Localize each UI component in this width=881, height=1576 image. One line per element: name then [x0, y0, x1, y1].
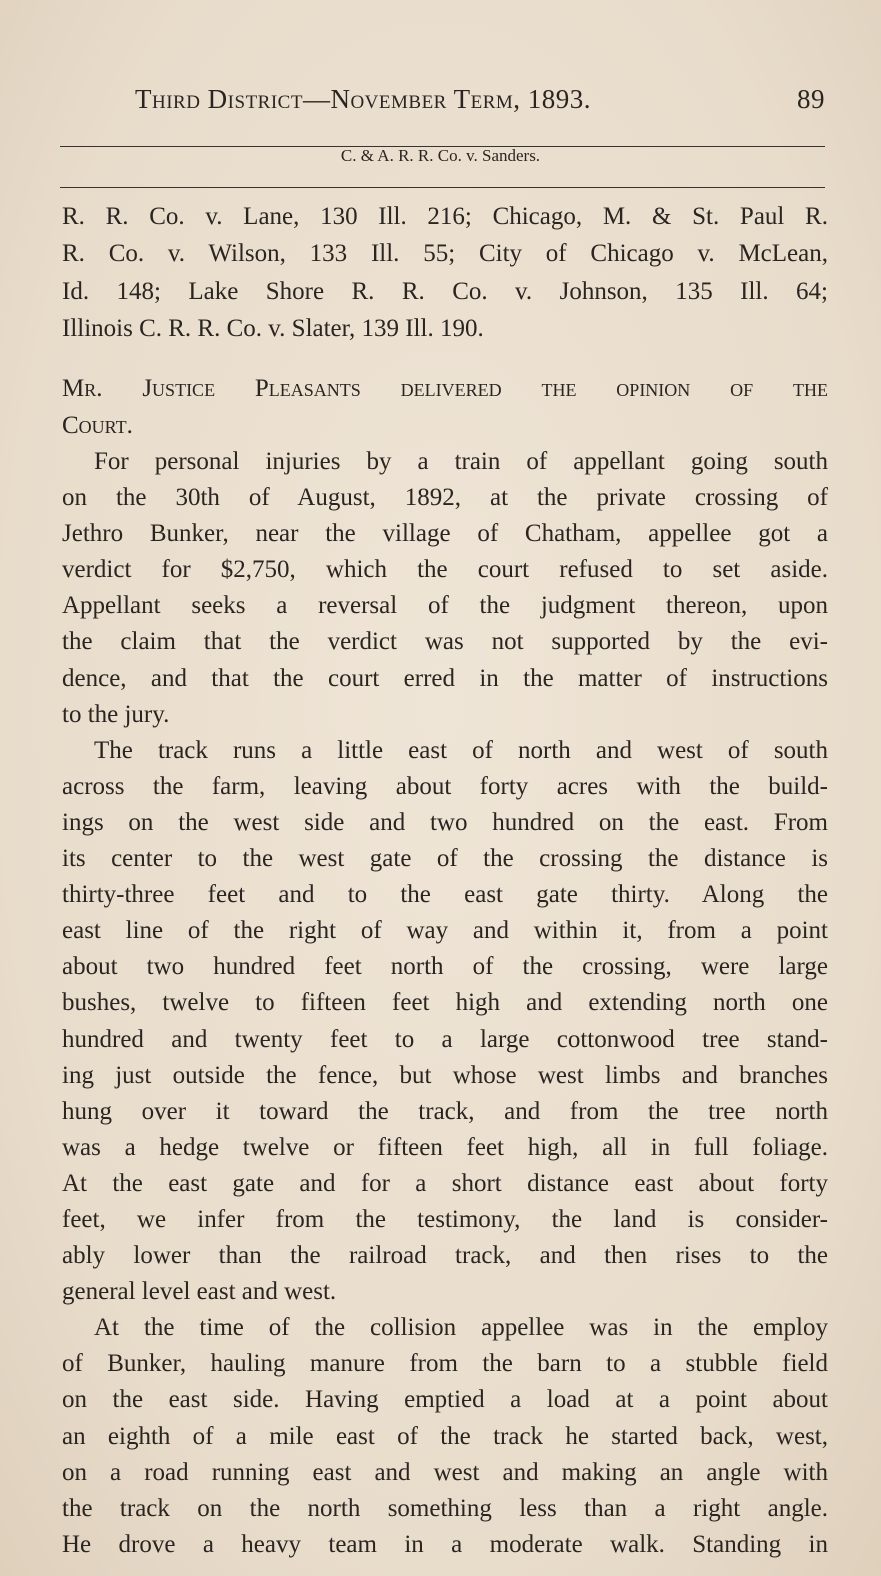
- running-head: C. & A. R. R. Co. v. Sanders.: [340, 146, 541, 165]
- body-line: about two hundred feet north of the crossing, were large: [62, 953, 828, 981]
- body-line: on the 30th of August, 1892, at the private crossing of: [62, 484, 828, 512]
- body-line: verdict for $2,750, which the court refused to set aside.: [62, 556, 828, 584]
- body-line: hundred and twenty feet to a large cottonwood tree stand-: [62, 1025, 828, 1053]
- body-line: At the time of the collision appellee was in the employ: [94, 1314, 828, 1342]
- body-line: the claim that the verdict was not supported by the evi-: [62, 628, 828, 656]
- body-line: to the jury.: [62, 700, 170, 728]
- body-line: thirty-three feet and to the east gate thirty. Along the: [62, 881, 828, 909]
- body-line: hung over it toward the track, and from the tree north: [62, 1097, 828, 1125]
- page-header: [135, 84, 825, 115]
- body-line: ably lower than the railroad track, and then rises to the: [62, 1242, 828, 1270]
- body-line: general level east and west.: [62, 1278, 337, 1306]
- body-line: the track on the north something less than a right angle.: [62, 1494, 828, 1522]
- citation-line: Illinois C. R. R. Co. v. Slater, 139 Ill. 190.: [62, 315, 484, 343]
- body-line: feet, we infer from the testimony, the land is consider-: [62, 1205, 828, 1233]
- opinion-body: [62, 444, 828, 1563]
- running-head-rule: [60, 187, 825, 188]
- body-line: ing just outside the fence, but whose west limbs and branches: [62, 1061, 828, 1089]
- page-number: 89: [797, 84, 825, 114]
- body-line: For personal injuries by a train of appellant going south: [94, 448, 828, 475]
- body-line: on the east side. Having emptied a load at a point about: [62, 1386, 828, 1414]
- opinion-heading: [62, 370, 828, 445]
- body-line: Jethro Bunker, near the village of Chatham, appellee got a: [62, 520, 828, 548]
- body-line: was a hedge twelve or fifteen feet high, all in full foliage.: [62, 1133, 828, 1161]
- body-line: bushes, twelve to fifteen feet high and extending north one: [62, 989, 828, 1017]
- body-line: ings on the west side and two hundred on the east. From: [62, 808, 828, 836]
- body-line: dence, and that the court erred in the matter of instructions: [62, 664, 828, 692]
- header-title: Third District—November Term, 1893.: [135, 84, 592, 114]
- opinion-heading-line: Mr. Justice Pleasants delivered the opinion of the: [62, 375, 828, 402]
- body-line: its center to the west gate of the crossing the distance is: [62, 845, 828, 873]
- citation-line: R. R. Co. v. Lane, 130 Ill. 216; Chicago, M. & St. Paul R.: [62, 203, 828, 230]
- body-line: At the east gate and for a short distance east about forty: [62, 1169, 828, 1197]
- citation-line: R. Co. v. Wilson, 133 Ill. 55; City of Chicago v. McLean,: [62, 240, 828, 268]
- body-line: The track runs a little east of north and west of south: [94, 736, 828, 764]
- body-line: He drove a heavy team in a moderate walk. Standing in: [62, 1530, 828, 1558]
- citations-block: [62, 198, 828, 348]
- citation-line: Id. 148; Lake Shore R. R. Co. v. Johnson, 135 Ill. 64;: [62, 277, 828, 305]
- body-line: an eighth of a mile east of the track he started back, west,: [62, 1422, 828, 1450]
- opinion-heading-line: Court.: [62, 412, 133, 440]
- body-line: of Bunker, hauling manure from the barn to a stubble field: [62, 1350, 828, 1378]
- body-line: east line of the right of way and within it, from a point: [62, 917, 828, 945]
- body-line: across the farm, leaving about forty acres with the build-: [62, 772, 828, 800]
- body-line: on a road running east and west and making an angle with: [62, 1458, 828, 1486]
- body-line: Appellant seeks a reversal of the judgment thereon, upon: [62, 592, 828, 620]
